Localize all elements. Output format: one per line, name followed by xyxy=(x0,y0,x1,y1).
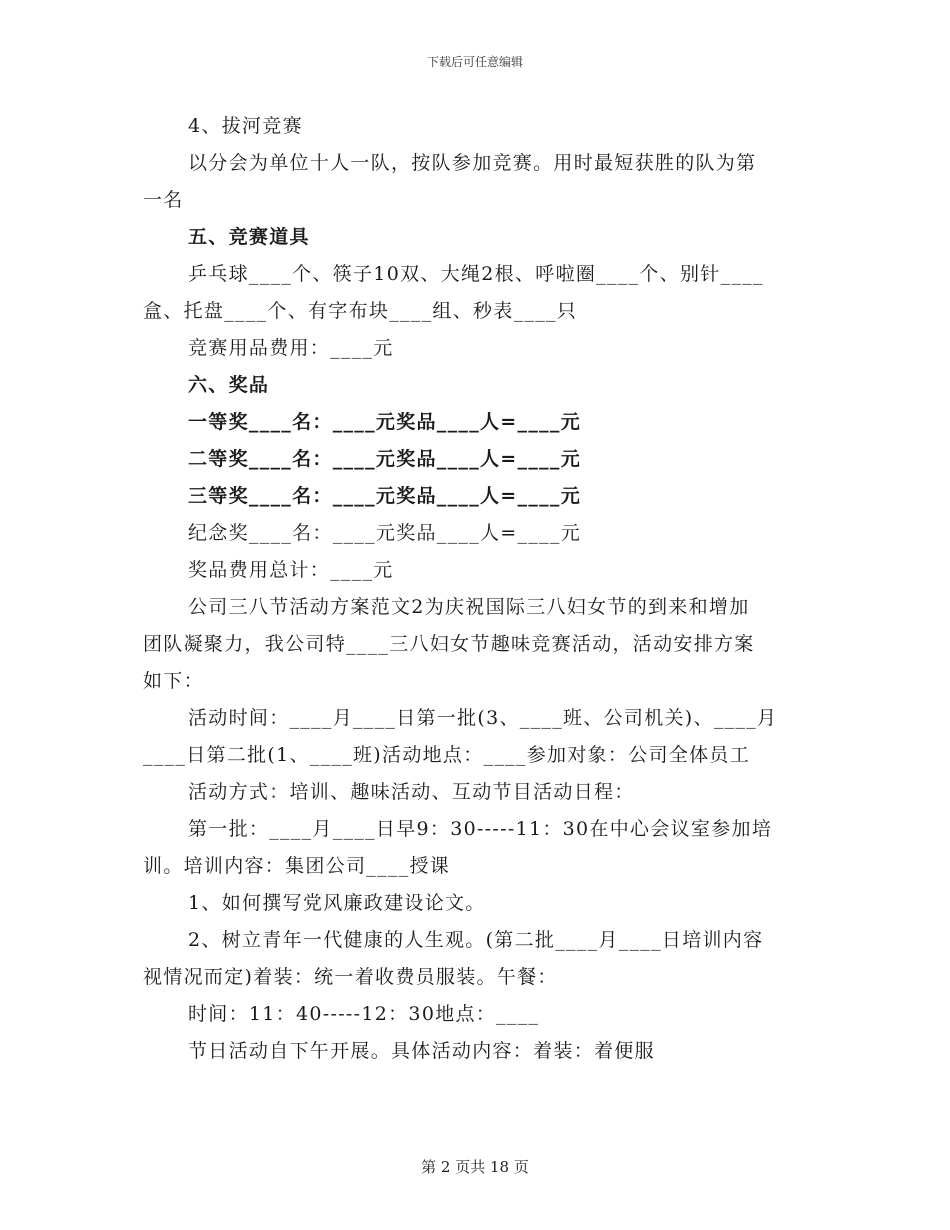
paragraph-line: 以分会为单位十人一队，按队参加竞赛。用时最短获胜的队为第 xyxy=(188,152,757,174)
paragraph-line: 公司三八节活动方案范文2为庆祝国际三八妇女节的到来和增加 xyxy=(188,596,750,618)
paragraph-line: 训。培训内容：集团公司____授课 xyxy=(143,855,451,877)
paragraph-line: 活动时间：____月____日第一批(3、____班、公司机关)、____月 xyxy=(188,707,778,729)
paragraph-line: 第一批：____月____日早9：30-----11：30在中心会议室参加培 xyxy=(188,818,773,840)
paragraph-line: 奖品费用总计：____元 xyxy=(188,559,394,581)
paragraph-line: 一等奖____名：____元奖品____人=____元 xyxy=(188,411,582,433)
paragraph-line: 六、奖品 xyxy=(188,374,270,396)
paragraph-line: 三等奖____名：____元奖品____人=____元 xyxy=(188,485,582,507)
paragraph-line: 活动方式：培训、趣味活动、互动节目活动日程： xyxy=(188,781,635,803)
paragraph-line: 如下： xyxy=(143,670,204,692)
document-body xyxy=(143,108,808,1070)
paragraph-line: ____日第二批(1、____班)活动地点：____参加对象：公司全体员工 xyxy=(143,744,751,766)
paragraph-line: 五、竞赛道具 xyxy=(188,226,310,248)
paragraph-line: 乒乓球____个、筷子10双、大绳2根、呼啦圈____个、别针____ xyxy=(188,263,764,285)
paragraph-line: 节日活动自下午开展。具体活动内容：着装：着便服 xyxy=(188,1040,655,1062)
paragraph-line: 二等奖____名：____元奖品____人=____元 xyxy=(188,448,582,470)
page-header: 下载后可任意编辑 xyxy=(426,55,523,69)
paragraph-line: 时间：11：40-----12：30地点：____ xyxy=(188,1003,540,1025)
paragraph-line: 盒、托盘____个、有字布块____组、秒表____只 xyxy=(143,300,578,322)
paragraph-line: 2、树立青年一代健康的人生观。(第二批____月____日培训内容 xyxy=(188,929,764,951)
paragraph-line: 视情况而定)着装：统一着收费员服装。午餐： xyxy=(143,966,558,988)
paragraph-line: 1、如何撰写党风廉政建设论文。 xyxy=(188,892,486,914)
paragraph-line: 团队凝聚力，我公司特____三八妇女节趣味竞赛活动，活动安排方案 xyxy=(143,633,755,655)
paragraph-line: 纪念奖____名：____元奖品____人=____元 xyxy=(188,522,582,544)
paragraph-line: 一名 xyxy=(143,189,184,211)
paragraph-line: 4、拔河竞赛 xyxy=(188,115,303,137)
paragraph-line: 竞赛用品费用：____元 xyxy=(188,337,394,359)
page-footer: 第 2 页共 18 页 xyxy=(421,1158,529,1176)
